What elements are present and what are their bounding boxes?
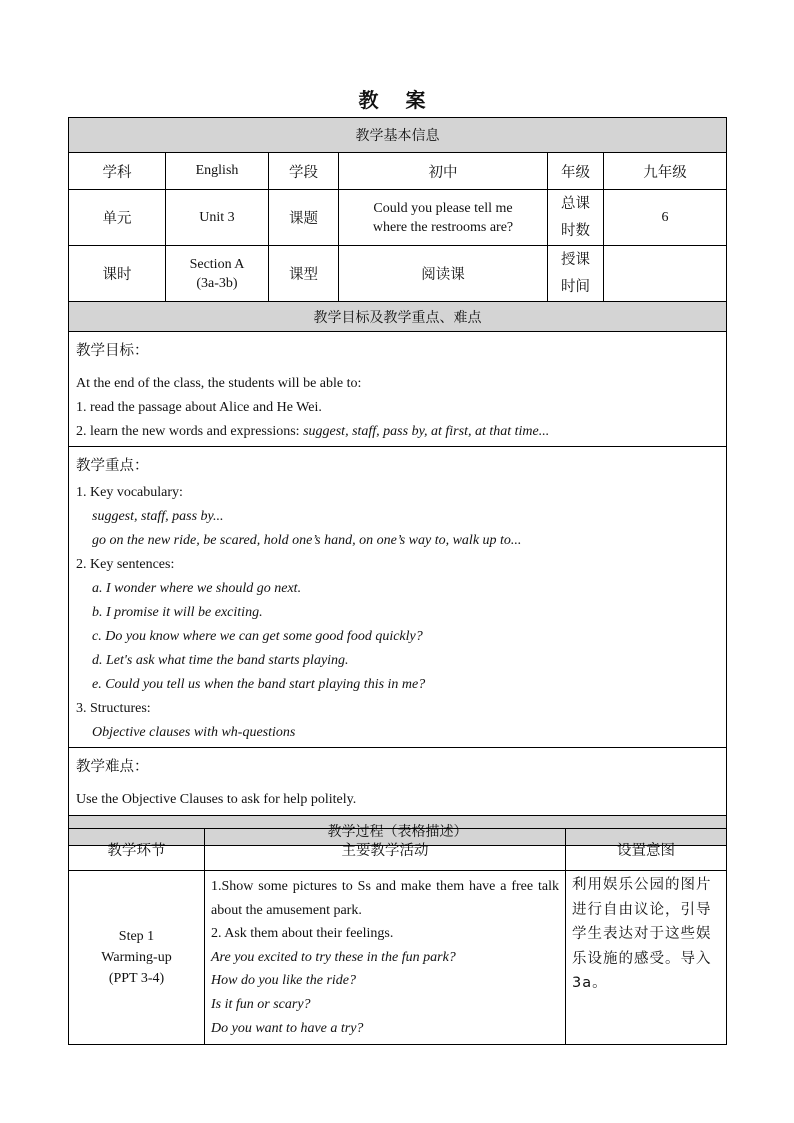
col-stage-header: 教学环节 <box>69 829 205 871</box>
teach-time-label-line: 时间 <box>561 278 590 295</box>
objectives-title: 教学目标： <box>76 343 149 359</box>
activity-item: 2. Ask them about their feelings. <box>211 926 394 942</box>
difficulties-cell <box>69 748 727 816</box>
activity-cell <box>205 871 566 1045</box>
key-item: 2. Key sentences: <box>76 557 175 572</box>
unit-value: Unit 3 <box>166 190 269 246</box>
key-item: 1. Key vocabulary: <box>76 485 183 500</box>
topic-line: where the restrooms are? <box>372 219 514 235</box>
period-value <box>166 246 269 302</box>
intent-cell: 利用娱乐公园的图片进行自由议论，引导学生表达对于这些娱乐设施的感受。导入3a。 <box>566 871 727 1045</box>
lesson-type-label: 课型 <box>269 246 339 302</box>
key-sentence: a. I wonder where we should go next. <box>92 581 302 596</box>
difficulties-text: Use the Objective Clauses to ask for help politely. <box>76 792 357 807</box>
period-line: (3a-3b) <box>196 275 238 291</box>
goals-header: 教学目标及教学重点、难点 <box>69 302 727 332</box>
step-cell <box>69 871 205 1045</box>
activity-question: Is it fun or scary? <box>211 996 311 1012</box>
teach-time-label-line: 授课 <box>561 251 590 268</box>
activity-question: How do you like the ride? <box>211 973 357 989</box>
objectives-cell <box>69 332 727 447</box>
step-title: Step 1 <box>118 929 155 945</box>
grade-label: 年级 <box>548 153 604 190</box>
total-hours-label-line: 时数 <box>561 222 590 239</box>
key-points-title: 教学重点： <box>76 458 149 474</box>
total-hours-label-line: 总课 <box>561 195 590 212</box>
topic-label: 课题 <box>269 190 339 246</box>
key-sentence: b. I promise it will be exciting. <box>92 605 263 620</box>
objective-2-prefix: 2. learn the new words and expressions: <box>76 424 300 439</box>
objective-2-words: suggest, staff, pass by, at first, at that time... <box>303 424 550 439</box>
key-sentence: c. Do you know where we can get some good food quickly? <box>92 629 423 644</box>
col-activity-header: 主要教学活动 <box>205 829 566 871</box>
subject-label: 学科 <box>69 153 166 190</box>
key-vocab-line: go on the new ride, be scared, hold one’s hand, on one’s way to, walk up to... <box>92 533 522 548</box>
key-sentence: d. Let's ask what time the band starts playing. <box>92 653 349 668</box>
objective-item: 1. read the passage about Alice and He Wei. <box>76 400 322 415</box>
teach-time-label <box>548 246 604 302</box>
lesson-type-value: 阅读课 <box>339 246 548 302</box>
step-ppt: (PPT 3-4) <box>108 971 165 987</box>
key-item: 3. Structures: <box>76 701 151 716</box>
col-intent-header: 设置意图 <box>566 829 727 871</box>
process-header: 教学过程（表格描述） <box>69 816 727 846</box>
grade-value: 九年级 <box>604 153 727 190</box>
process-table <box>68 828 727 1045</box>
stage-value: 初中 <box>339 153 548 190</box>
subject-value: English <box>166 153 269 190</box>
key-vocab-line: suggest, staff, pass by... <box>92 509 224 524</box>
teach-time-value <box>604 246 727 302</box>
basic-info-header: 教学基本信息 <box>69 118 727 153</box>
document-title: 教 案 <box>358 88 436 112</box>
step-name: Warming-up <box>101 950 172 966</box>
difficulties-title: 教学难点： <box>76 759 149 775</box>
period-line: Section A <box>189 256 245 272</box>
activity-question: Do you want to have a try? <box>211 1020 364 1036</box>
stage-label: 学段 <box>269 153 339 190</box>
objective-item <box>76 420 719 444</box>
period-label: 课时 <box>69 246 166 302</box>
activity-item: 1.Show some pictures to Ss and make them have a free talk about the amusement park. <box>211 879 559 918</box>
key-points-cell <box>69 447 727 748</box>
unit-label: 单元 <box>69 190 166 246</box>
key-sentence: e. Could you tell us when the band start playing this in me? <box>92 677 426 692</box>
topic-value <box>339 190 548 246</box>
objectives-intro: At the end of the class, the students will be able to: <box>76 376 362 391</box>
total-hours-value: 6 <box>604 190 727 246</box>
key-structure: Objective clauses with wh-questions <box>92 725 296 740</box>
topic-line: Could you please tell me <box>373 200 513 216</box>
activity-question: Are you excited to try these in the fun park? <box>211 949 456 965</box>
total-hours-label <box>548 190 604 246</box>
basic-info-table <box>68 117 727 846</box>
